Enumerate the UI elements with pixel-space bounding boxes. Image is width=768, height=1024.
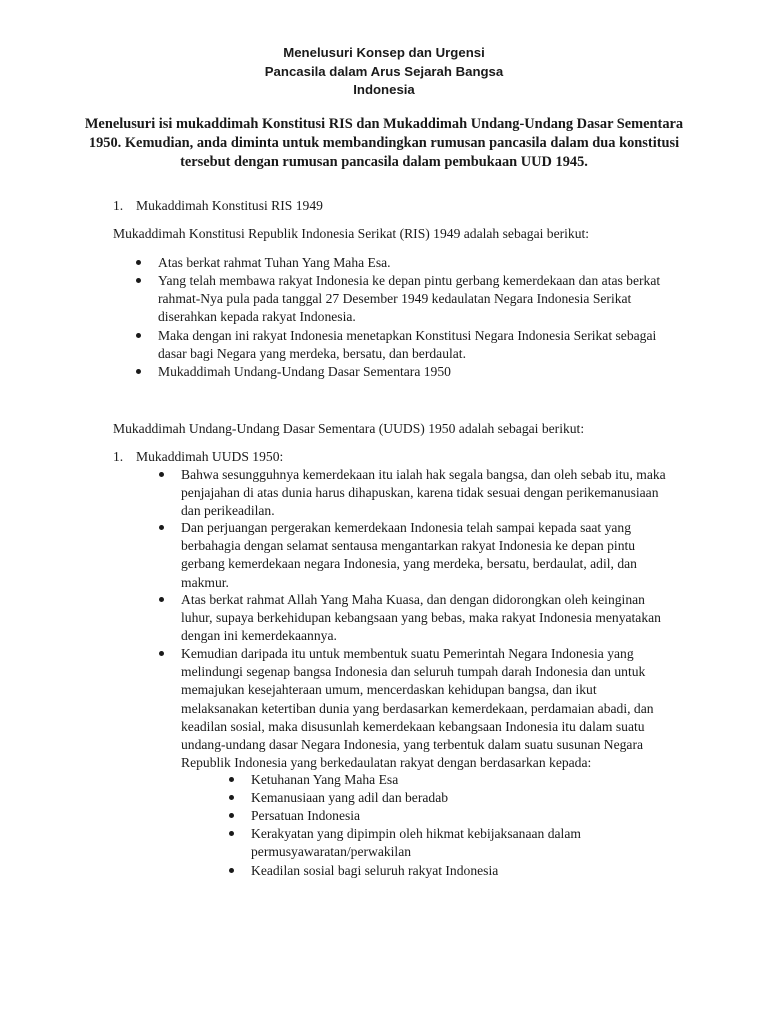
list-item (136, 327, 656, 363)
list-item-text: makmur. (181, 574, 229, 590)
list-item-text: keadilan sosial, maka disusunlah kemerdekaan kebangsaan Indonesia itu dalam suatu (181, 718, 645, 734)
bullet-dot (229, 868, 234, 873)
instruction-paragraph (84, 115, 684, 172)
list-item-text: luhur, supaya berkehidupan kebangsaan yang bebas, maka rakyat Indonesia menyatakan (181, 610, 661, 626)
list-item-text: Ketuhanan Yang Maha Esa (251, 772, 399, 787)
list-item-text: Yang telah membawa rakyat Indonesia ke depan pintu gerbang kemerdekaan dan atas berkat (158, 273, 661, 288)
title-line: Indonesia (353, 82, 415, 97)
document-title (0, 44, 768, 100)
title-line: Pancasila dalam Arus Sejarah Bangsa (264, 63, 504, 79)
bullet-dot (159, 525, 164, 530)
section-2-intro: Mukaddimah Undang-Undang Dasar Sementara (UUDS) 1950 adalah sebagai berikut: (113, 421, 585, 436)
bullet-dot (229, 831, 234, 836)
bullet-dot (159, 651, 164, 656)
title-line: Menelusuri Konsep dan Urgensi (283, 45, 485, 60)
list-item-text: Atas berkat rahmat Allah Yang Maha Kuasa, dan dengan didorongkan oleh keinginan (181, 592, 645, 607)
instruction-line: tersebut dengan rumusan pancasila dalam pembukaan UUD 1945. (180, 154, 588, 170)
list-item-text: Maka dengan ini rakyat Indonesia menetapkan Konstitusi Negara Indonesia Serikat sebagai (158, 328, 657, 343)
list-item-text: diserahkan kepada rakyat Indonesia. (158, 309, 356, 325)
sub-list-item (229, 807, 360, 825)
list-item-text: undang-undang dasar Negara Indonesia, yang terbentuk dalam suatu susunan Negara (181, 737, 644, 753)
section-1-number: 1. (113, 198, 124, 213)
list-item-text: gerbang kemerdekaan negara Indonesia, yang merdeka, bersatu, berdaulat, adil, dan (181, 556, 637, 572)
list-item (136, 272, 660, 327)
list-item-text: memajukan kesejahteraan umum, mencerdaskan kehidupan bangsa, dan ikut (181, 682, 597, 698)
list-item-text: permusyawaratan/perwakilan (251, 844, 412, 860)
bullet-dot (136, 369, 141, 374)
bullet-dot (159, 472, 164, 477)
sub-list-item (229, 789, 448, 807)
sub-list-item (229, 771, 398, 789)
list-item-text: Kerakyatan yang dipimpin oleh hikmat kebijaksanaan dalam (251, 826, 581, 841)
section-2-heading: Mukaddimah UUDS 1950: (136, 449, 284, 464)
list-item-text: penjajahan di atas dunia harus dihapuskan, karena tidak sesuai dengan perikemanusiaan (181, 485, 659, 501)
list-item (136, 363, 451, 381)
instruction-line: Menelusuri isi mukaddimah Konstitusi RIS dan Mukaddimah Undang-Undang Dasar Sementara (84, 116, 684, 132)
bullet-dot (229, 777, 234, 782)
instruction-line: 1950. Kemudian, anda diminta untuk membandingkan rumusan pancasila dalam dua konstitusi (88, 135, 680, 151)
sub-list-item (229, 825, 581, 861)
list-item-text: Mukaddimah Undang-Undang Dasar Sementara 1950 (158, 364, 451, 379)
section-1-heading: Mukaddimah Konstitusi RIS 1949 (136, 198, 323, 213)
list-item-text: rahmat-Nya pula pada tanggal 27 Desember 1949 kedaulatan Negara Indonesia Serikat (158, 291, 632, 307)
section-1-intro: Mukaddimah Konstitusi Republik Indonesia Serikat (RIS) 1949 adalah sebagai berikut: (113, 226, 590, 241)
list-item-text: Bahwa sesungguhnya kemerdekaan itu ialah hak segala bangsa, dan oleh sebab itu, maka (181, 467, 666, 482)
bullet-dot (136, 278, 141, 283)
bullet-dot (159, 597, 164, 602)
list-item-text: Atas berkat rahmat Tuhan Yang Maha Esa. (158, 255, 391, 270)
list-item-text: melaksanakan ketertiban dunia yang berdasarkan kemerdekaan, perdamaian abadi, dan (181, 700, 654, 716)
bullet-dot (136, 260, 141, 265)
list-item-text: dengan ini kemerdekaannya. (181, 628, 337, 644)
list-item-text: berbahagia dengan selamat sentausa mengantarkan rakyat Indonesia ke depan pintu (181, 538, 636, 554)
list-item-text: dasar bagi Negara yang merdeka, bersatu, dan berdaulat. (158, 346, 466, 362)
bullet-dot (229, 813, 234, 818)
list-item-text: Kemanusiaan yang adil dan beradab (251, 790, 449, 805)
list-item-text: Persatuan Indonesia (251, 808, 361, 823)
list-item-text: Republik Indonesia yang berkedaulatan rakyat dengan berdasarkan kepada: (181, 755, 592, 771)
list-item (136, 254, 391, 272)
list-item-text: Keadilan sosial bagi seluruh rakyat Indonesia (251, 863, 499, 878)
list-item (159, 519, 637, 592)
bullet-dot (229, 795, 234, 800)
list-item-text: Dan perjuangan pergerakan kemerdekaan Indonesia telah sampai kepada saat yang (181, 520, 632, 535)
list-item-text: melindungi segenap bangsa Indonesia dan seluruh tumpah darah Indonesia dan untuk (181, 664, 646, 680)
list-item-text: dan perikeadilan. (181, 503, 275, 519)
section-2-number: 1. (113, 449, 124, 464)
sub-list-item (229, 862, 498, 880)
list-item (159, 466, 666, 521)
list-item (159, 591, 661, 646)
list-item (159, 645, 654, 772)
list-item-text: Kemudian daripada itu untuk membentuk suatu Pemerintah Negara Indonesia yang (181, 646, 634, 661)
bullet-dot (136, 333, 141, 338)
